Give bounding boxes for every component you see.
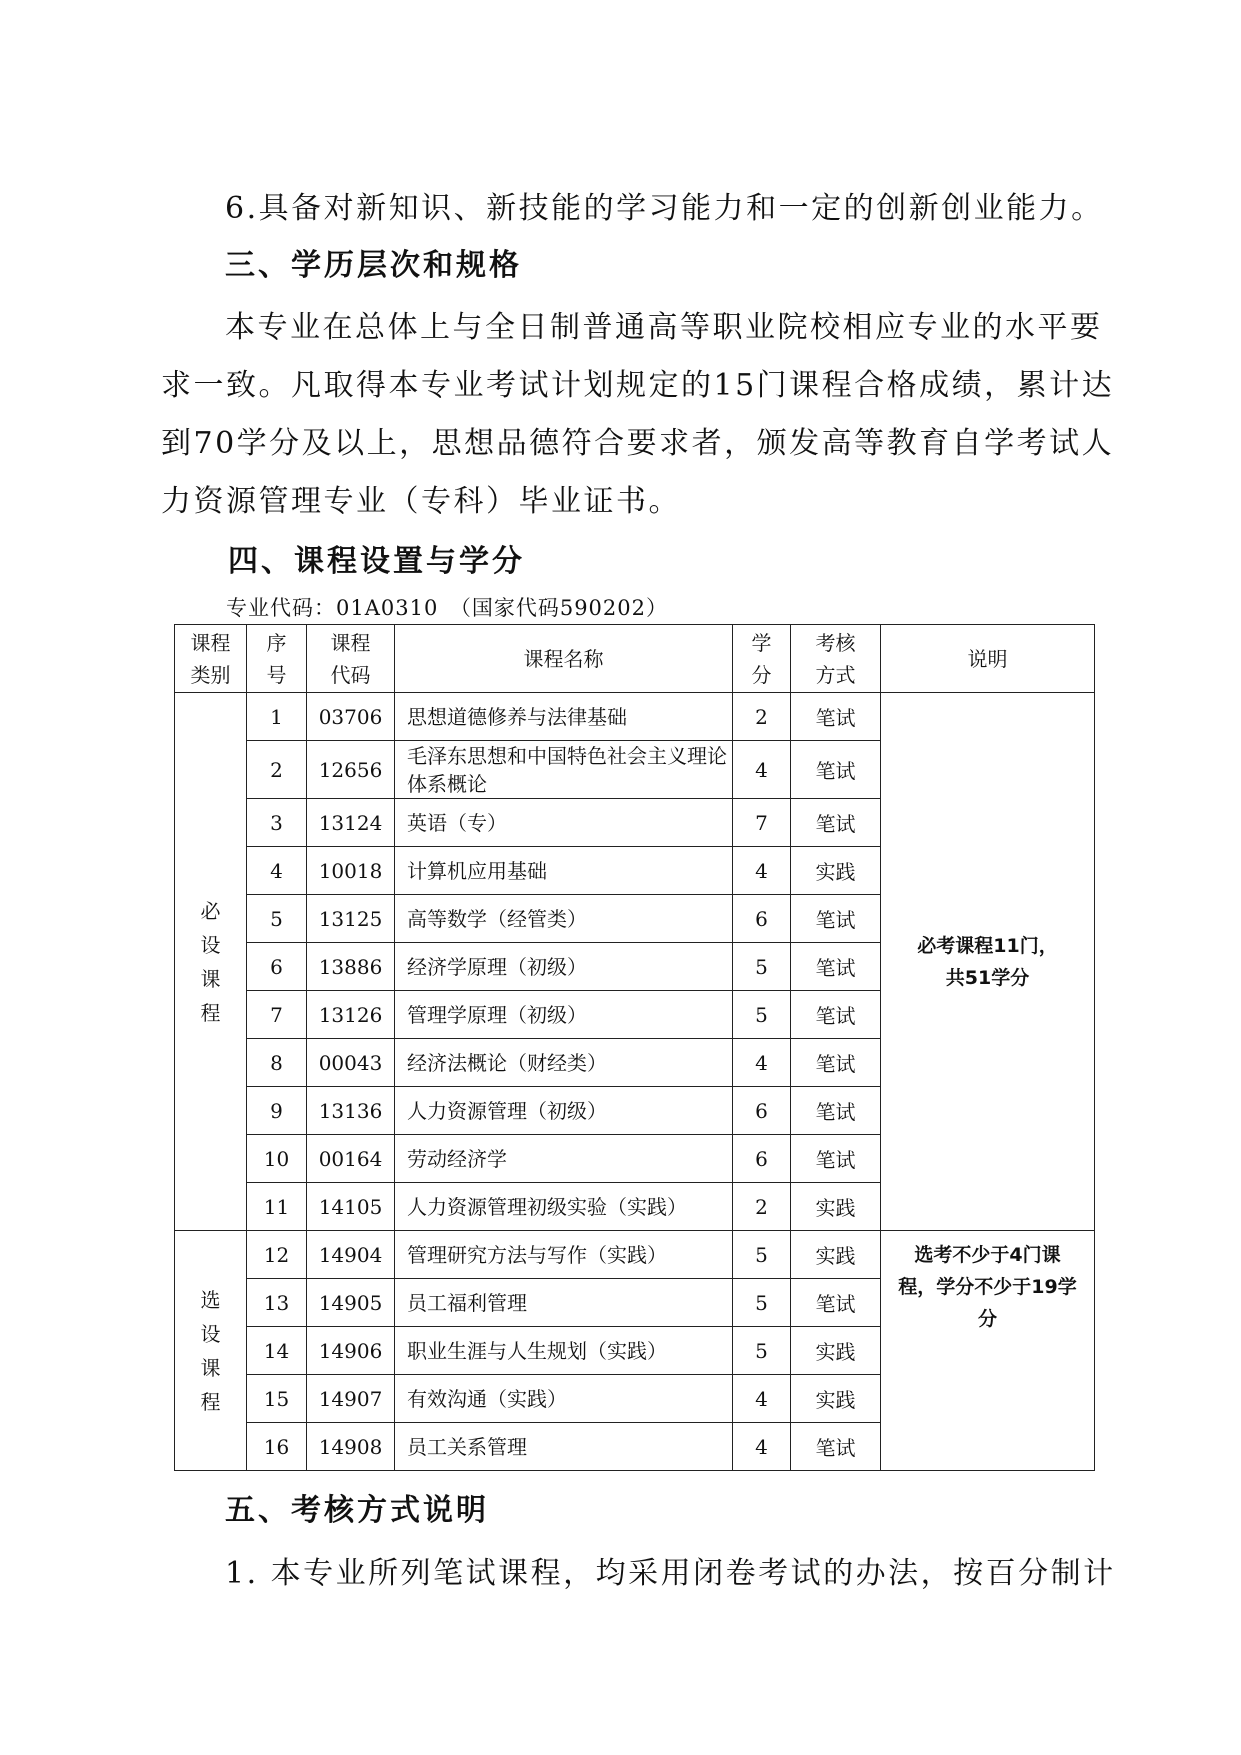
row-code: 00043 xyxy=(307,1039,395,1087)
required-category-cell: 必设课程 xyxy=(175,693,247,1231)
row-name: 经济学原理（初级） xyxy=(395,943,733,991)
row-name: 员工福利管理 xyxy=(395,1279,733,1327)
paragraph-spec-line-2: 求一致。凡取得本专业考试计划规定的15门课程合格成绩，累计达 xyxy=(161,368,1115,403)
row-credit: 2 xyxy=(733,693,791,741)
header-note: 说明 xyxy=(881,625,1095,693)
table-row xyxy=(175,1231,1095,1279)
row-code: 13126 xyxy=(307,991,395,1039)
row-seq: 14 xyxy=(247,1327,307,1375)
row-credit: 5 xyxy=(733,1279,791,1327)
course-table xyxy=(174,624,1095,1471)
row-name: 管理研究方法与写作（实践） xyxy=(395,1231,733,1279)
row-exam: 笔试 xyxy=(791,693,881,741)
row-exam: 笔试 xyxy=(791,895,881,943)
row-code: 14105 xyxy=(307,1183,395,1231)
heading-section-5: 五、考核方式说明 xyxy=(225,1493,489,1528)
header-exam: 考核方式 xyxy=(791,625,881,693)
row-name: 职业生涯与人生规划（实践） xyxy=(395,1327,733,1375)
paragraph-ability: 6.具备对新知识、新技能的学习能力和一定的创新创业能力。 xyxy=(225,191,1104,226)
row-seq: 4 xyxy=(247,847,307,895)
row-name: 经济法概论（财经类） xyxy=(395,1039,733,1087)
row-name: 员工关系管理 xyxy=(395,1423,733,1471)
row-name: 思想道德修养与法律基础 xyxy=(395,693,733,741)
header-name: 课程名称 xyxy=(395,625,733,693)
row-seq: 15 xyxy=(247,1375,307,1423)
required-note-cell: 必考课程11门，共51学分 xyxy=(881,693,1095,1231)
row-seq: 9 xyxy=(247,1087,307,1135)
row-code: 10018 xyxy=(307,847,395,895)
row-seq: 11 xyxy=(247,1183,307,1231)
row-exam: 笔试 xyxy=(791,1087,881,1135)
row-exam: 笔试 xyxy=(791,991,881,1039)
paragraph-exam-note: 1. 本专业所列笔试课程，均采用闭卷考试的办法，按百分制计 xyxy=(225,1556,1116,1591)
row-exam: 笔试 xyxy=(791,741,881,799)
table-row xyxy=(175,693,1095,741)
row-name: 计算机应用基础 xyxy=(395,847,733,895)
elective-category-cell: 选设课程 xyxy=(175,1231,247,1471)
row-credit: 5 xyxy=(733,1327,791,1375)
row-seq: 5 xyxy=(247,895,307,943)
heading-section-3: 三、学历层次和规格 xyxy=(225,248,522,283)
major-code: 专业代码：01A0310 （国家代码590202） xyxy=(226,596,668,620)
row-credit: 4 xyxy=(733,741,791,799)
row-code: 14905 xyxy=(307,1279,395,1327)
row-name: 毛泽东思想和中国特色社会主义理论体系概论 xyxy=(395,741,733,799)
row-code: 14908 xyxy=(307,1423,395,1471)
paragraph-spec-line-3: 到70学分及以上，思想品德符合要求者，颁发高等教育自学考试人 xyxy=(161,426,1115,461)
row-code: 14906 xyxy=(307,1327,395,1375)
row-seq: 12 xyxy=(247,1231,307,1279)
row-exam: 笔试 xyxy=(791,799,881,847)
row-code: 13124 xyxy=(307,799,395,847)
row-exam: 笔试 xyxy=(791,943,881,991)
row-code: 03706 xyxy=(307,693,395,741)
row-code: 13125 xyxy=(307,895,395,943)
paragraph-spec-line-4: 力资源管理专业（专科）毕业证书。 xyxy=(161,484,681,519)
row-exam: 实践 xyxy=(791,847,881,895)
row-code: 00164 xyxy=(307,1135,395,1183)
row-credit: 5 xyxy=(733,943,791,991)
row-name: 管理学原理（初级） xyxy=(395,991,733,1039)
header-category: 课程类别 xyxy=(175,625,247,693)
row-code: 14904 xyxy=(307,1231,395,1279)
header-code: 课程代码 xyxy=(307,625,395,693)
row-seq: 2 xyxy=(247,741,307,799)
row-seq: 7 xyxy=(247,991,307,1039)
row-credit: 7 xyxy=(733,799,791,847)
row-credit: 4 xyxy=(733,847,791,895)
paragraph-spec-line-1: 本专业在总体上与全日制普通高等职业院校相应专业的水平要 xyxy=(225,310,1103,345)
row-seq: 10 xyxy=(247,1135,307,1183)
row-credit: 6 xyxy=(733,895,791,943)
row-credit: 2 xyxy=(733,1183,791,1231)
row-credit: 6 xyxy=(733,1087,791,1135)
elective-note-cell: 选考不少于4门课程，学分不少于19学分 xyxy=(881,1231,1095,1471)
row-name: 有效沟通（实践） xyxy=(395,1375,733,1423)
row-name: 人力资源管理（初级） xyxy=(395,1087,733,1135)
row-exam: 实践 xyxy=(791,1231,881,1279)
row-exam: 笔试 xyxy=(791,1423,881,1471)
row-seq: 6 xyxy=(247,943,307,991)
row-seq: 8 xyxy=(247,1039,307,1087)
header-seq: 序号 xyxy=(247,625,307,693)
row-seq: 13 xyxy=(247,1279,307,1327)
row-credit: 4 xyxy=(733,1423,791,1471)
row-seq: 16 xyxy=(247,1423,307,1471)
row-code: 14907 xyxy=(307,1375,395,1423)
row-exam: 实践 xyxy=(791,1375,881,1423)
row-name: 劳动经济学 xyxy=(395,1135,733,1183)
table-header-row xyxy=(175,625,1095,693)
heading-section-4: 四、课程设置与学分 xyxy=(228,544,525,579)
row-credit: 4 xyxy=(733,1039,791,1087)
row-credit: 4 xyxy=(733,1375,791,1423)
row-name: 人力资源管理初级实验（实践） xyxy=(395,1183,733,1231)
row-exam: 实践 xyxy=(791,1327,881,1375)
row-code: 13886 xyxy=(307,943,395,991)
row-exam: 笔试 xyxy=(791,1279,881,1327)
row-name: 英语（专） xyxy=(395,799,733,847)
row-seq: 1 xyxy=(247,693,307,741)
row-name: 高等数学（经管类） xyxy=(395,895,733,943)
row-credit: 5 xyxy=(733,1231,791,1279)
row-exam: 笔试 xyxy=(791,1135,881,1183)
header-credit: 学分 xyxy=(733,625,791,693)
row-exam: 实践 xyxy=(791,1183,881,1231)
row-code: 12656 xyxy=(307,741,395,799)
row-exam: 笔试 xyxy=(791,1039,881,1087)
row-credit: 6 xyxy=(733,1135,791,1183)
row-credit: 5 xyxy=(733,991,791,1039)
row-seq: 3 xyxy=(247,799,307,847)
row-code: 13136 xyxy=(307,1087,395,1135)
